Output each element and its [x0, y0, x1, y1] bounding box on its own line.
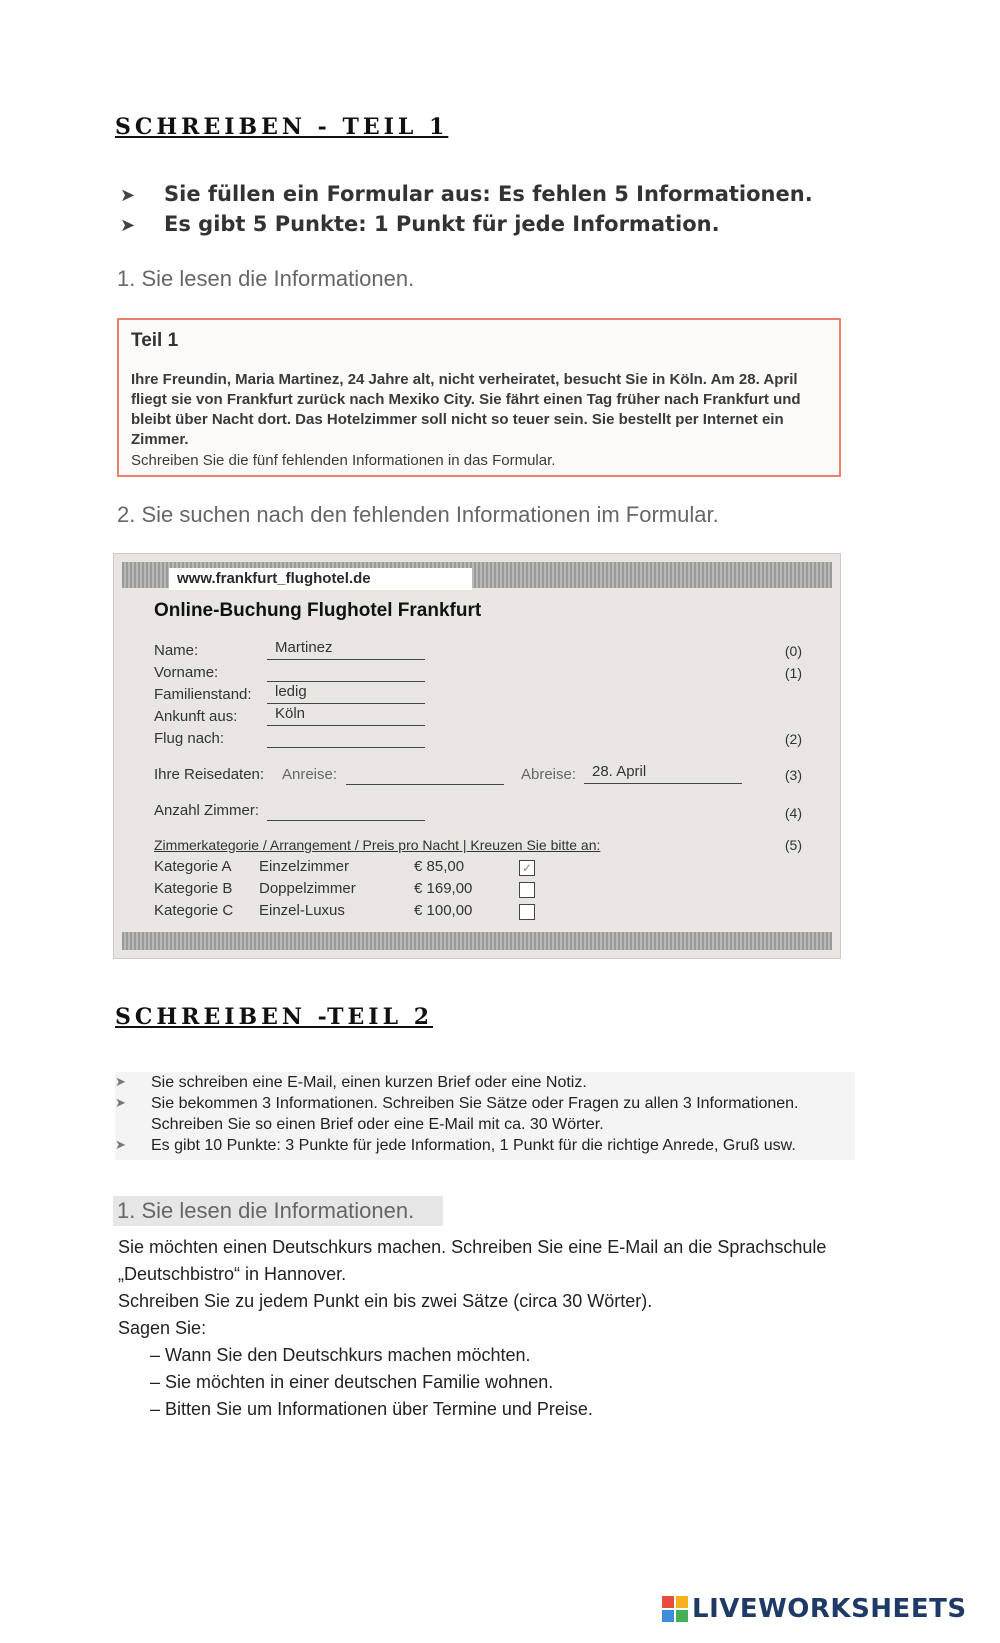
task-point: – Bitten Sie um Informationen über Termine und Preise. [150, 1399, 593, 1419]
section-title-teil-2: SCHREIBEN -TEIL 2 [115, 1004, 434, 1030]
liveworksheets-logo-icon [662, 1596, 688, 1622]
bullet-item: ➤ Sie füllen ein Formular aus: Es fehlen 5 Informationen. [120, 182, 813, 206]
task-text [118, 1234, 858, 1423]
task-point: – Sie möchten in einer deutschen Familie wohnen. [150, 1372, 554, 1392]
category-price: € 100,00 [414, 902, 473, 919]
bullet-item: ➤ Sie bekommen 3 Informationen. Schreiben Sie Sätze oder Fragen zu allen 3 Informationen. [115, 1095, 799, 1112]
booking-form [113, 553, 841, 959]
info-box-text: Ihre Freundin, Maria Martinez, 24 Jahre alt, nicht verheiratet, besucht Sie in Köln. Am 28. April fliegt sie von Frankfurt zurück nach Mexiko City. Sie fährt einen Tag früher nach Frankfurt und bleibt über Nacht dort. Das Hotelzimmer soll nicht so teuer sein. Sie bestellt per Internet ein Zimmer. [131, 371, 801, 448]
task-line: Schreiben Sie zu jedem Punkt ein bis zwei Sätze (circa 30 Wörter). [118, 1291, 653, 1311]
category-name: Kategorie A [154, 858, 232, 875]
task-line: Sie möchten einen Deutschkurs machen. Schreiben Sie eine E-Mail an die Sprachschule [118, 1237, 827, 1257]
step-1-heading-teil-2: 1. Sie lesen die Informationen. [113, 1196, 443, 1226]
field-label-name: Name: [154, 642, 199, 659]
category-price: € 169,00 [414, 880, 473, 897]
category-room: Einzel-Luxus [259, 902, 345, 919]
arrow-bullet-icon: ➤ [120, 215, 136, 236]
field-number: (0) [784, 643, 802, 659]
task-line: Sagen Sie: [118, 1318, 207, 1338]
field-number: (2) [784, 731, 802, 747]
instruction-bullets-2 [115, 1072, 855, 1160]
anreise-input[interactable] [346, 764, 504, 785]
field-label-ankunft: Ankunft aus: [154, 708, 238, 725]
category-price: € 85,00 [414, 858, 465, 875]
field-label-flug-nach: Flug nach: [154, 730, 225, 747]
field-input-name[interactable]: Martinez [267, 639, 425, 660]
category-room: Doppelzimmer [259, 880, 356, 897]
task-line: „Deutschbistro“ in Hannover. [118, 1264, 347, 1284]
form-bottom-bar [122, 932, 832, 950]
bullet-item: Schreiben Sie so einen Brief oder eine E-Mail mit ca. 30 Wörter. [151, 1116, 604, 1133]
field-number: (4) [784, 805, 802, 821]
info-box-heading: Teil 1 [131, 330, 179, 351]
arrow-bullet-icon: ➤ [115, 1137, 126, 1152]
category-c-checkbox[interactable] [519, 904, 535, 920]
category-name: Kategorie C [154, 902, 234, 919]
reisedaten-label: Ihre Reisedaten: [154, 766, 265, 783]
field-number: (3) [784, 767, 802, 783]
field-input-vorname[interactable] [267, 661, 425, 682]
arrow-bullet-icon: ➤ [120, 185, 136, 206]
field-number: (5) [784, 837, 802, 853]
field-input-flug-nach[interactable] [267, 727, 425, 748]
field-number: (1) [784, 665, 802, 681]
arrow-bullet-icon: ➤ [115, 1095, 126, 1110]
info-box-instruction: Schreiben Sie die fünf fehlenden Informationen in das Formular. [131, 452, 556, 469]
logo-text: LIVEWORKSHEETS [692, 1594, 967, 1624]
anzahl-zimmer-input[interactable] [267, 800, 425, 821]
anreise-label: Anreise: [282, 766, 338, 783]
section-title-teil-1: SCHREIBEN - TEIL 1 [115, 114, 449, 140]
bullet-item: ➤ Sie schreiben eine E-Mail, einen kurzen Brief oder eine Notiz. [115, 1074, 587, 1091]
bullet-item: ➤ Es gibt 5 Punkte: 1 Punkt für jede Information. [120, 212, 720, 236]
abreise-input[interactable]: 28. April [584, 763, 742, 784]
arrow-bullet-icon: ➤ [115, 1074, 126, 1089]
category-a-checkbox[interactable]: ✓ [519, 860, 535, 876]
form-url: www.frankfurt_flughotel.de [169, 568, 472, 590]
form-title: Online-Buchung Flughotel Frankfurt [154, 600, 482, 621]
field-label-vorname: Vorname: [154, 664, 219, 681]
anzahl-zimmer-label: Anzahl Zimmer: [154, 802, 260, 819]
category-room: Einzelzimmer [259, 858, 350, 875]
bullet-item: ➤ Es gibt 10 Punkte: 3 Punkte für jede Information, 1 Punkt für die richtige Anrede, Gruß usw. [115, 1137, 796, 1154]
field-label-familienstand: Familienstand: [154, 686, 252, 703]
task-point: – Wann Sie den Deutschkurs machen möchten. [150, 1345, 531, 1365]
step-2-heading: 2. Sie suchen nach den fehlenden Informationen im Formular. [117, 502, 719, 527]
category-b-checkbox[interactable] [519, 882, 535, 898]
field-input-ankunft[interactable]: Köln [267, 705, 425, 726]
abreise-label: Abreise: [521, 766, 577, 783]
step-1-heading: 1. Sie lesen die Informationen. [117, 266, 415, 291]
kategorie-header: Zimmerkategorie / Arrangement / Preis pro Nacht | Kreuzen Sie bitte an: [154, 837, 601, 853]
liveworksheets-logo [662, 1594, 967, 1624]
instruction-bullets-1 [120, 182, 840, 242]
category-name: Kategorie B [154, 880, 233, 897]
field-input-familienstand[interactable]: ledig [267, 683, 425, 704]
info-box-teil-1 [117, 318, 841, 477]
